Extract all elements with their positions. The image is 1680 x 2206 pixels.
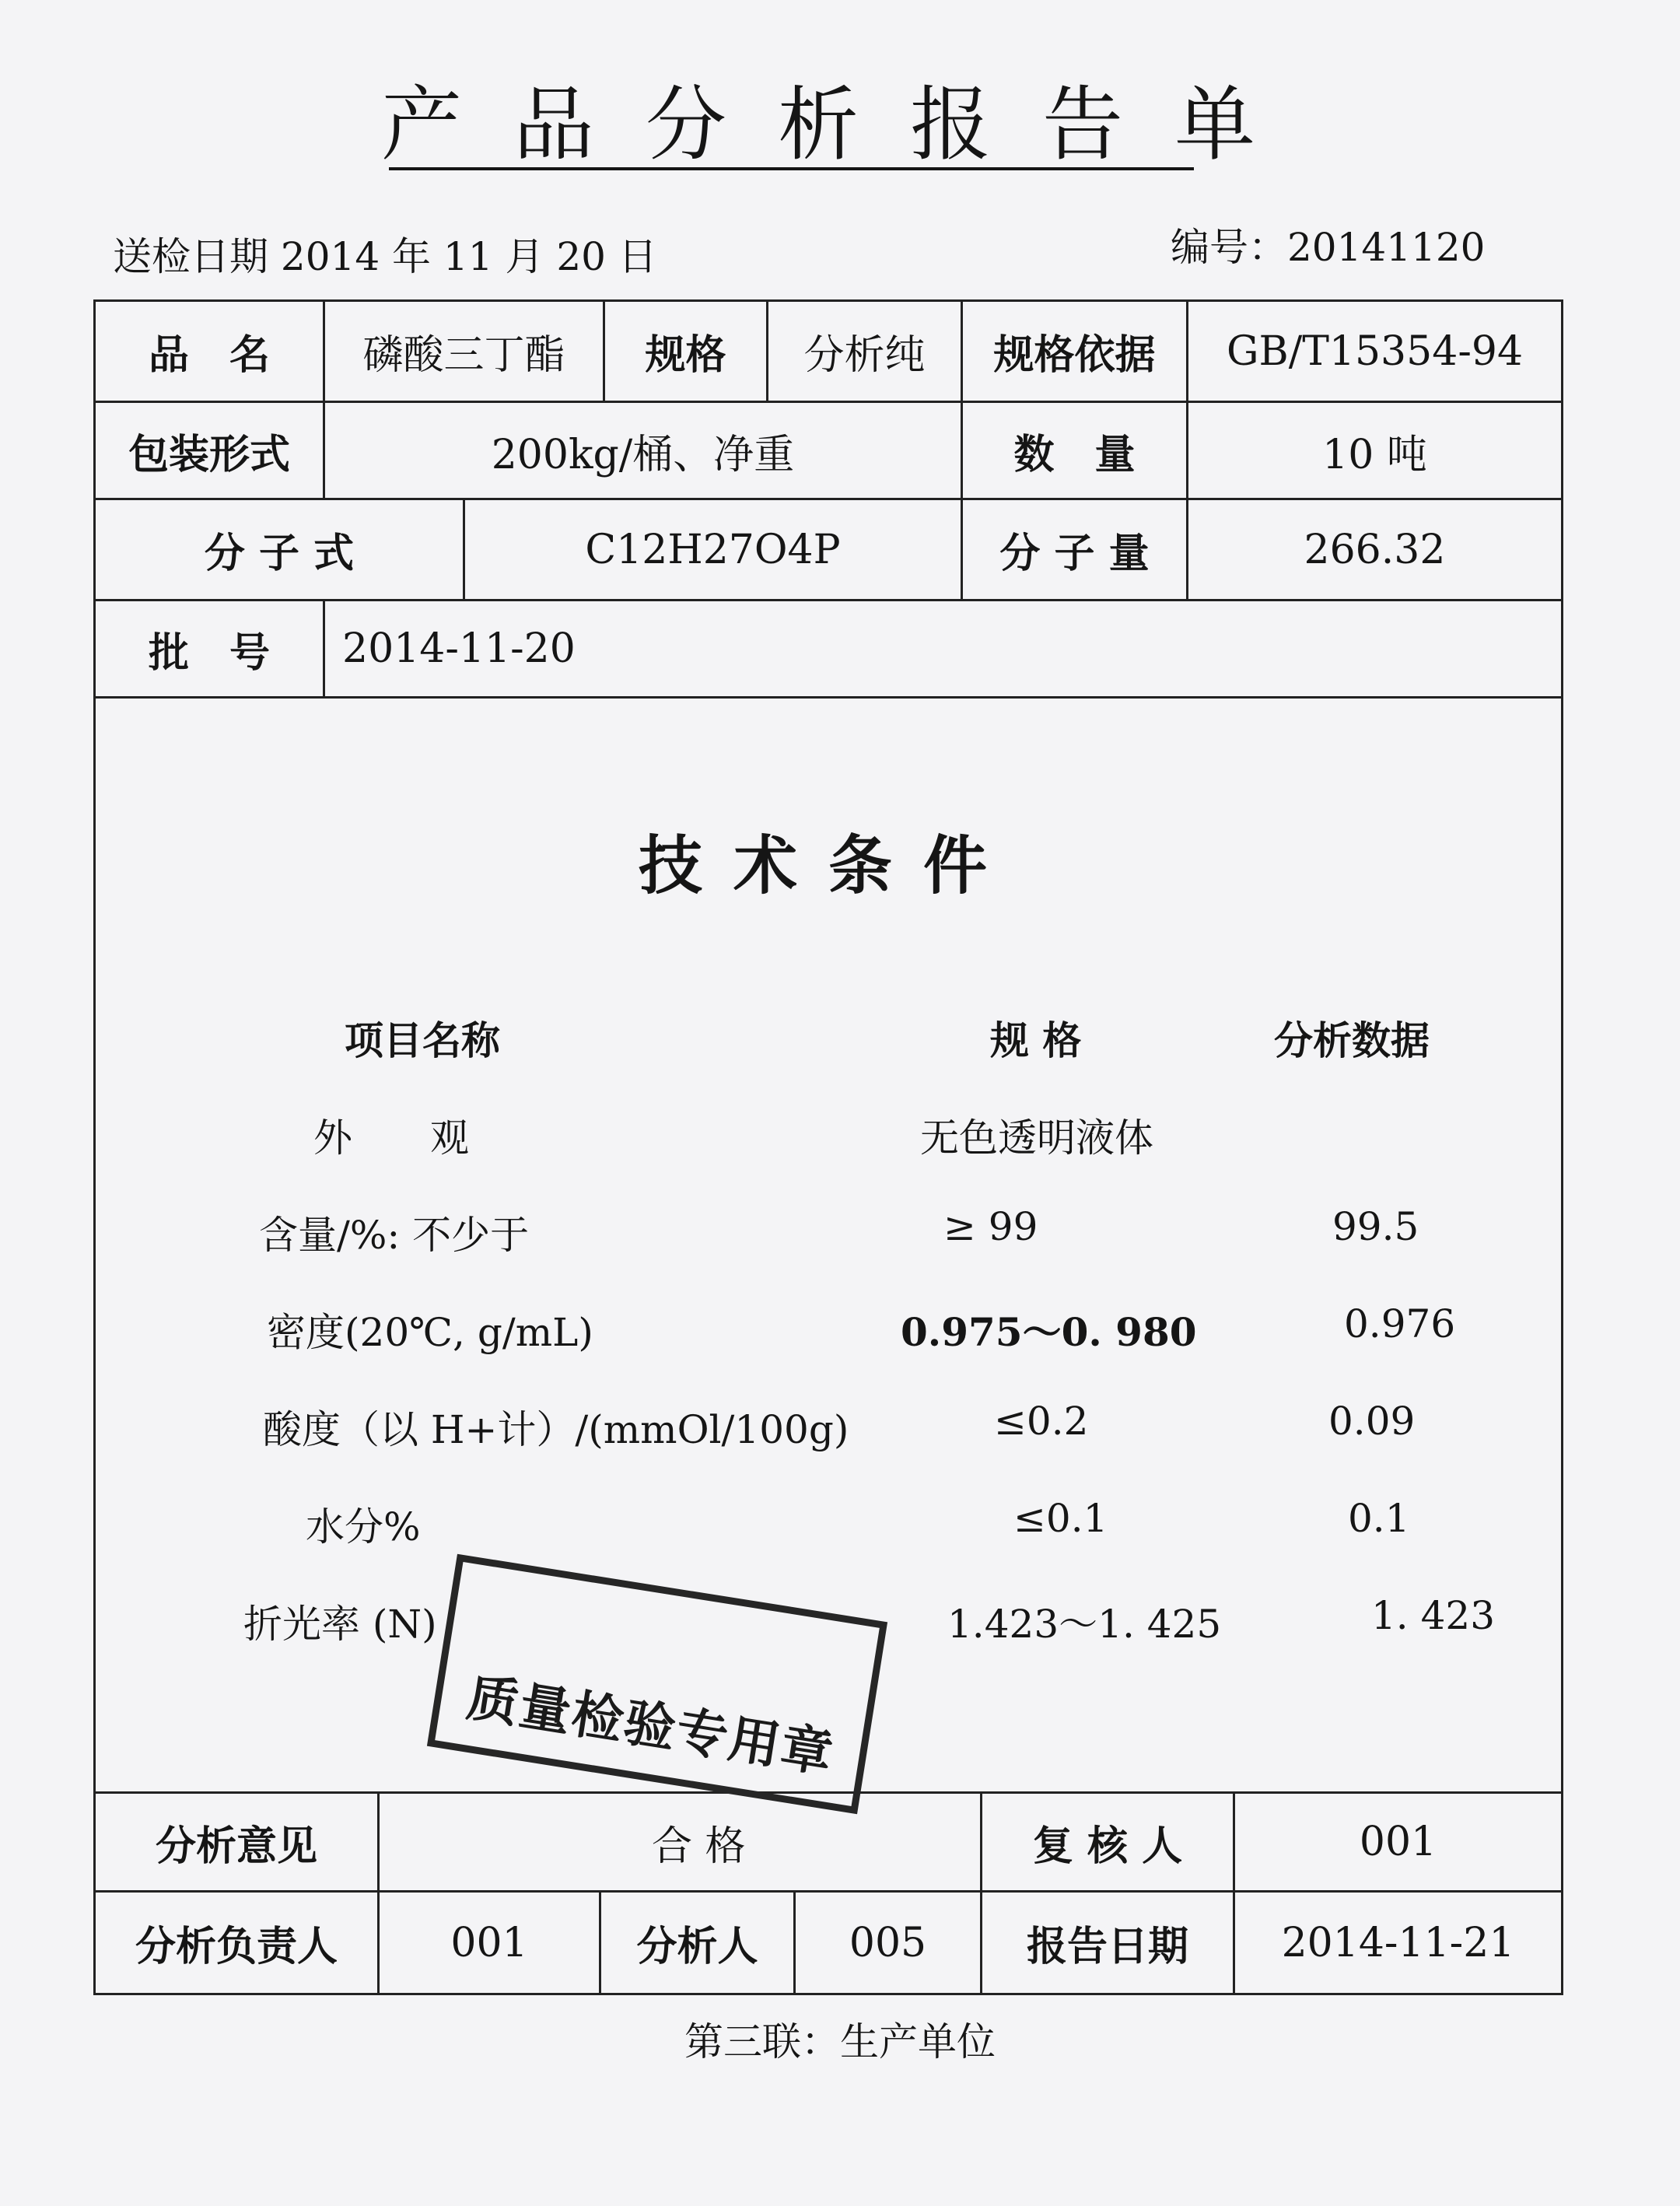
spec-result: 0.09 [1328,1399,1416,1444]
spec-basis-value: GB/T15354-94 [1188,302,1561,403]
spec-requirement: ≥ 99 [943,1204,1038,1249]
responsible-value: 001 [380,1893,601,1993]
spec-basis-label: 规格依据 [963,302,1188,403]
molecular-weight-value: 266.32 [1188,500,1561,601]
spec-table-header [96,1010,1561,1072]
document-number: 编号：20141120 [1171,225,1486,270]
spec-requirement: 无色透明液体 [920,1115,1153,1161]
quantity-label: 数 量 [963,403,1188,500]
spec-requirement: 0.975～0. 980 [901,1309,1197,1355]
batch-value: 2014-11-20 [325,601,1561,699]
packaging-value: 200kg/桶、净重 [325,403,963,500]
responsible-label: 分析负责人 [96,1893,380,1993]
analysis-data-header: 分析数据 [1274,1017,1430,1063]
spec-item: 含量/%: 不少于 [259,1213,530,1258]
item-name-header: 项目名称 [345,1017,500,1063]
reviewer-value: 001 [1235,1791,1561,1893]
batch-label: 批 号 [96,601,325,699]
report-date-label: 报告日期 [982,1893,1235,1993]
opinion-label: 分析意见 [96,1791,380,1893]
report-date-value: 2014-11-21 [1281,1919,1515,1966]
spec-result: 0.976 [1344,1301,1456,1346]
spec-label: 规格 [605,302,768,403]
packaging-label: 包装形式 [96,403,325,500]
stamp-text: 质量检验专用章 [463,1666,838,1785]
spec-result: 0.1 [1348,1496,1410,1541]
spec-header: 规 格 [990,1017,1082,1063]
formula-value: C12H27O4P [465,500,963,601]
spec-result: 99.5 [1332,1204,1419,1249]
spec-row [96,1399,1561,1461]
spec-row [96,1496,1561,1558]
spec-requirement: ≤0.1 [1013,1496,1108,1541]
analyst-value: 005 [796,1893,982,1993]
spec-item: 折光率 (N) [243,1602,437,1647]
analyst-label: 分析人 [601,1893,796,1993]
spec-requirement: ≤0.2 [994,1399,1089,1444]
spec-item: 水分% [306,1504,421,1549]
footer-copy-label: 第三联：生产单位 [684,2019,996,2064]
title-underline [389,167,1194,170]
spec-value: 分析纯 [768,302,963,403]
reviewer-label: 复 核 人 [982,1791,1235,1893]
report-title: 产品分析报告单 [381,77,1307,172]
product-name-label: 品 名 [96,302,325,403]
spec-row [96,1204,1561,1266]
quantity-value: 10 吨 [1188,403,1561,500]
spec-item: 外 观 [313,1115,469,1161]
spec-item: 酸度（以 H+计）/(mmOl/100g) [263,1407,849,1452]
spec-row [96,1301,1561,1364]
formula-label: 分 子 式 [96,500,465,601]
molecular-weight-label: 分 子 量 [963,500,1188,601]
spec-requirement: 1.423～1. 425 [947,1602,1222,1647]
technical-conditions-title: 技术条件 [638,828,1018,903]
product-name-value: 磷酸三丁酯 [325,302,605,403]
opinion-value: 合 格 [380,1791,982,1893]
spec-row [96,1107,1561,1169]
send-date: 送检日期 2014 年 11 月 20 日 [113,234,657,279]
spec-item: 密度(20℃, g/mL) [267,1310,593,1355]
spec-result: 1. 423 [1371,1593,1496,1638]
